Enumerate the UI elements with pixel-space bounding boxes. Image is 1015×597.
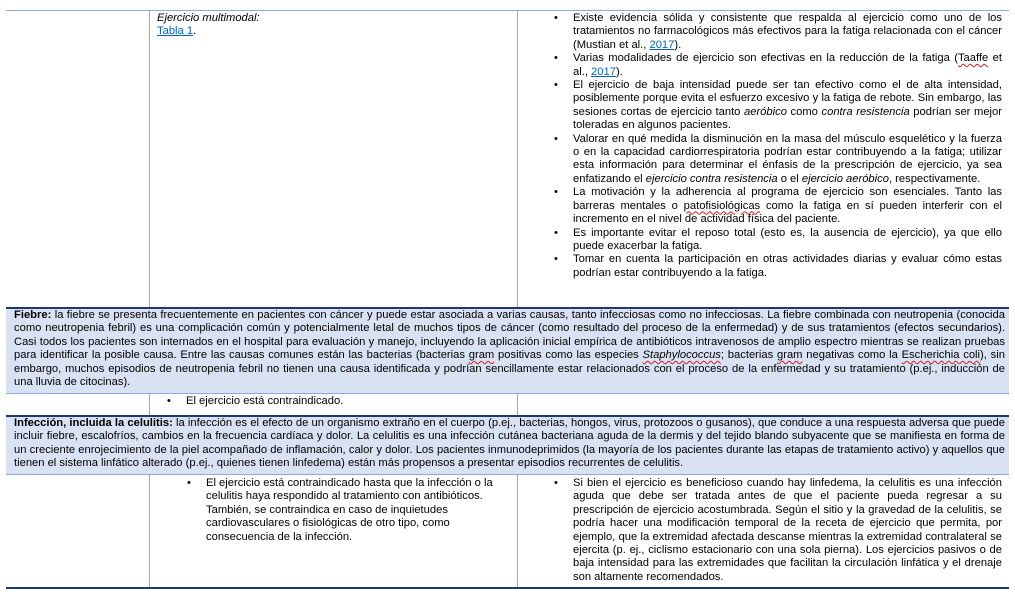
list-item: • El ejercicio está contraindicado hasta que la infección o la celulitis haya respondido al tratamiento con antibióticos. También, se contraindica en caso de inquietudes cardiovasculares o fisiológicas de otro tipo, como consecuencia de la infección. xyxy=(182,477,504,544)
text-run: ). xyxy=(674,38,682,51)
text-run: ), sin embargo, muchos episodios de neutropenia febril no tienen una causa identificada y podrían sencillamente estar relacionados con el proceso de la enfermedad y su tratamiento (p.ej., inducción de una lluvia de citocinas). xyxy=(14,349,1005,389)
column-divider xyxy=(149,394,150,415)
row-infeccion-col2 xyxy=(182,477,504,544)
text-run: la fiebre se presenta frecuentemente en pacientes con cáncer y puede estar asociada a varias causas, tanto infecciosas como no infecciosas. La fiebre combinada con neutropenia (conocida como neutropenia febril) es una complicación común y potencialmente letal de muchos tipos de cáncer (como resultado del proceso de la enfermedad) y de sus tratamientos (efectos secundarios). Casi todos los pacientes son internados en el hospital para evaluación y manejo, incluyendo la aplicación inicial empírica de antibióticos intravenosos de amplio espectro mientras se realizan pruebas para identificar la posible causa. Entre las causas comunes están las bacterias (bacterias xyxy=(14,309,1005,362)
text-run: Staphylococcus xyxy=(642,349,721,362)
infeccion-col3-list xyxy=(549,477,1002,584)
multimodal-title: Ejercicio multimodal: xyxy=(157,12,260,24)
text-run: La motivación y la adherencia al programa de ejercicio son esenciales. Tanto las barreras mentales o xyxy=(573,186,1002,212)
text-run: patofisiológicas xyxy=(683,199,761,212)
list-item: • Si bien el ejercicio es beneficioso cuando hay linfedema, la celulitis es una infección aguda que debe ser tratada antes de que el paciente pueda regresar a su prescripción de ejercicio acostumbrada. Según el sitio y la gravedad de la celulitis, se podría hacer una modificación temporal de la receta de ejercicio que permita, por ejemplo, que la extremidad afectada descanse mientras la extremidad contralateral se ejercita (p. ej., ciclismo estacionario con una sola pierna). Los ejercicios pasivos o de baja intensidad para las extremidades que facilitan la circulación linfática y el drenaje son altamente recomendados. xyxy=(549,477,1002,584)
infeccion-col2-list xyxy=(182,477,504,544)
list-item xyxy=(549,12,1002,52)
column-divider xyxy=(517,475,518,587)
text-run: El ejercicio de baja intensidad puede ser tan efectivo como el de alta intensidad, posiblemente porque evita el esfuerzo excesivo y la fatiga de rebote. Sin embargo, las sesiones cortas de ejercicio tanto xyxy=(573,79,1002,118)
infeccion-description xyxy=(6,417,1009,471)
section-label: Infección, incluida la celulitis: xyxy=(14,417,173,429)
text-run: como xyxy=(786,105,822,118)
column-divider xyxy=(149,11,150,308)
row-fiebre xyxy=(6,394,1009,415)
row-exercise xyxy=(6,11,1009,308)
text-run: ejercicio contra resistencia xyxy=(645,172,778,185)
text-run: gram xyxy=(777,349,803,362)
table-ref-line xyxy=(157,25,512,38)
text-run: la infección es el efecto de un organismo extraño en el cuerpo (p.ej., bacterias, hongos, virus, protozoos o gusanos), que conduce a una respuesta adversa que puede incluir fiebre, escalofríos, cambios en la frecuencia cardíaca y dolor. La celulitis es una infección cutánea bacteriana aguda de la dermis y del tejido blando subyacente que se manifiesta en forma de un creciente enrojecimiento de la piel acompañado de inflamación, calor y dolor. Los pacientes inmunodeprimidos (la mayoría de los pacientes durante las etapas de tratamiento activo) y aquellos que tienen el sistema linfático alterado (p.ej., quienes tienen linfedema) están más propensos a presentar episodios recurrentes de celulitis. xyxy=(14,417,1005,470)
row-exercise-col3 xyxy=(549,12,1002,280)
text-run: Escherichia coli xyxy=(901,349,981,362)
text-run: positivas como las especies xyxy=(494,349,643,362)
row-exercise-col2 xyxy=(157,12,512,39)
text-run: et al., xyxy=(573,52,1002,78)
fiebre-description xyxy=(6,309,1009,389)
column-divider xyxy=(517,394,518,415)
text-run: , respectivamente. xyxy=(888,172,981,185)
tabla-1-link[interactable]: Tabla 1 xyxy=(157,25,194,38)
text-run: o el xyxy=(777,172,802,185)
row-infeccion xyxy=(6,475,1009,587)
text-run: Valorar en qué medida la disminución en la masa del músculo esquelético y la fuerza o en la capacidad cardiorrespiratoria podrían estar contribuyendo a la fatiga; utilizar esta información para determinar el énfasis de la prescripción de ejercicio, ya sea enfatizando el xyxy=(573,132,1002,185)
text-run: negativas como la xyxy=(802,349,902,362)
list-item xyxy=(549,227,1002,254)
text-run: como la fatiga en sí pueden interferir con el incremento en el nivel de actividad física del paciente. xyxy=(573,199,1002,226)
section-label: Fiebre: xyxy=(14,309,52,321)
text-run: aeróbico xyxy=(744,105,787,118)
fiebre-band xyxy=(6,309,1009,393)
exercise-bullet-list xyxy=(549,12,1002,280)
citation-link[interactable]: 2017 xyxy=(591,65,616,78)
text-run: Tomar en cuenta la participación en otras actividades diarias y evaluar cómo estas podrían estar contribuyendo a la fatiga. xyxy=(573,253,1002,279)
table-bottom-border xyxy=(6,587,1009,589)
text-run: ejercicio aeróbico xyxy=(801,172,889,185)
text-run: Varias modalidades de ejercicio son efectivas en la reducción de la fatiga ( xyxy=(573,52,958,65)
text-run: podrían ser mejor toleradas en algunos pacientes. xyxy=(573,105,1002,132)
infeccion-band xyxy=(6,417,1009,474)
citation-link[interactable]: 2017 xyxy=(649,38,675,51)
row-infeccion-col3 xyxy=(549,477,1002,584)
text-run: Existe evidencia sólida y consistente que respalda al ejercicio como uno de los tratamientos no farmacológicos más efectivos para la fatiga relacionada con el cáncer (Mustian et al., xyxy=(573,12,1002,51)
column-divider xyxy=(517,11,518,308)
text-run: contra resistencia xyxy=(821,105,910,118)
list-item xyxy=(549,52,1002,79)
list-item xyxy=(549,186,1002,226)
text-run: ). xyxy=(615,65,623,78)
fiebre-bullet-list xyxy=(162,395,512,408)
table-ref-period: . xyxy=(193,25,197,38)
list-item: • El ejercicio está contraindicado. xyxy=(162,395,512,408)
text-run: Es importante evitar el reposo total (esto es, la ausencia de ejercicio), ya que ello puede exacerbar la fatiga. xyxy=(573,226,1002,252)
text-run: ; bacterias xyxy=(720,349,777,362)
column-divider xyxy=(149,475,150,587)
row-fiebre-col2 xyxy=(162,395,512,408)
text-run: gram xyxy=(468,349,495,362)
list-item xyxy=(549,79,1002,133)
list-item xyxy=(549,253,1002,280)
list-item xyxy=(549,133,1002,187)
text-run: Taaffe xyxy=(957,52,989,65)
